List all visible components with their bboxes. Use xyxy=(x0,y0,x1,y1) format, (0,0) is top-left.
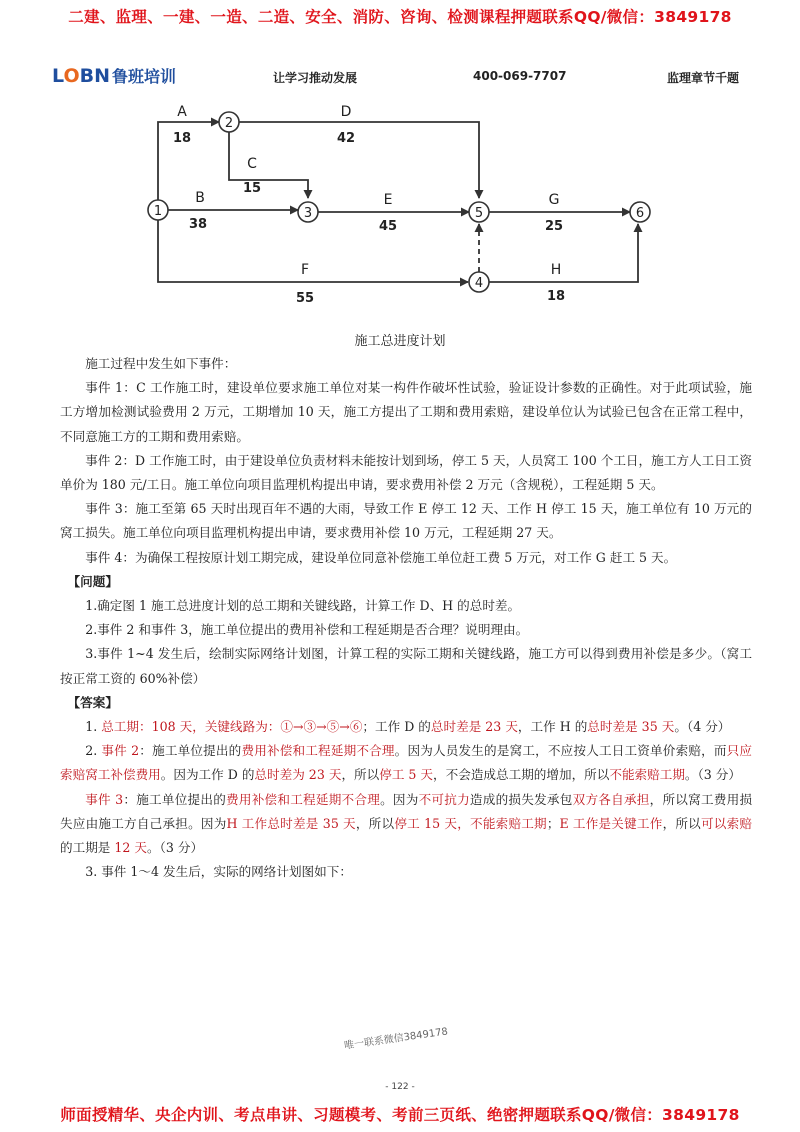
activity-a-name: A xyxy=(177,104,187,120)
answer-3-intro: 3. 事件 1～4 发生后，实际的网络计划图如下： xyxy=(85,864,352,880)
header-book-title: 监理章节千题 xyxy=(667,71,740,85)
activity-h-duration: 18 xyxy=(546,289,566,304)
activity-e-duration: 45 xyxy=(378,219,398,234)
events-intro: 施工过程中发生如下事件： xyxy=(85,356,237,371)
answer-2-event-2: 2. 事件 2：施工单位提出的费用补偿和工程延期不合理。因为人员发生的是窝工，不应按人工日工资单价索赔，而只应索赔窝工补偿费用。因为工作 D 的总时差为 23 天，所以停工 5 天，不会造成总工期的增加，所以不能索赔工期。（3 分） xyxy=(60,743,753,783)
event-4-text: 事件 4：为确保工程按原计划工期完成，建设单位同意补偿施工单位赶工费 5 万元，对工作 G 赶工 5 天。 xyxy=(85,549,677,565)
questions-heading: 【问题】 xyxy=(67,573,118,589)
brand-logo xyxy=(52,66,176,87)
activity-d-duration: 42 xyxy=(336,131,356,146)
node-label-3: 3 xyxy=(303,206,313,221)
bottom-banner: 师面授精华、央企内训、考点串讲、习题模考、考前三页纸、绝密押题联系QQ/微信：3849178 xyxy=(60,1106,740,1124)
activity-d-name: D xyxy=(340,104,352,120)
activity-c-duration: 15 xyxy=(242,181,262,196)
network-diagram xyxy=(140,100,660,325)
event-2-text: 事件 2：D 工作施工时，由于建设单位负责材料未能按计划到场，停工 5 天，人员窝工 100 个工日，施工方人工日工资单价为 180 元/工日。施工单位向项目监理机构提出申请，要求费用补偿 2 万元（含规税），工程延期 5 天。 xyxy=(60,452,752,493)
activity-f-duration: 55 xyxy=(295,291,315,306)
answers-heading: 【答案】 xyxy=(67,694,118,710)
question-3: 3.事件 1~4 发生后，绘制实际网络计划图，计算工程的实际工期和关键线路，施工方可以得到费用补偿是多少。（窝工按正常工资的 60%补偿） xyxy=(60,646,752,686)
activity-e-name: E xyxy=(383,192,393,208)
activity-a-duration: 18 xyxy=(172,131,192,146)
arrow-c xyxy=(229,132,308,198)
node-label-2: 2 xyxy=(224,116,234,131)
diagram-caption: 施工总进度计划 xyxy=(354,334,446,349)
logo-letter-l: L xyxy=(52,65,64,87)
logo-letter-o: O xyxy=(63,65,80,87)
event-1-text: 事件 1：C 工作施工时，建设单位要求施工单位对某一构件作破坏性试验，验证设计参数的正确性。对于此项试验，施工方增加检测试验费用 2 万元，工期增加 10 天，施工方提出了工期和费用索赔，建设单位认为试验已包含在正常工程中，不同意施工方的工期和费用索赔。 xyxy=(60,380,752,444)
top-banner: 二建、监理、一建、一造、二造、安全、消防、咨询、检测课程押题联系QQ/微信：3849178 xyxy=(68,8,732,26)
page-number: - 122 - xyxy=(385,1082,415,1092)
document-body xyxy=(60,352,752,884)
question-2: 2.事件 2 和事件 3，施工单位提出的费用补偿和工程延期是否合理？说明理由。 xyxy=(85,622,529,638)
event-3-text: 事件 3：施工至第 65 天时出现百年不遇的大雨，导致工作 E 停工 12 天、工作 H 停工 15 天，施工单位有 10 万元的窝工损失。施工单位向项目监理机构提出申请，要求费用补偿 10 万元，工程延期 27 天。 xyxy=(60,501,752,541)
activity-g-name: G xyxy=(548,192,560,208)
page-header xyxy=(0,66,800,88)
node-label-4: 4 xyxy=(474,276,484,291)
arrow-h xyxy=(489,224,638,282)
activity-b-duration: 38 xyxy=(188,217,208,232)
answer-2-event-3: 事件 3：施工单位提出的费用补偿和工程延期不合理。因为不可抗力造成的损失发承包双方各自承担，所以窝工费用损失应由施工方自己承担。因为H 工作总时差是 35 天，所以停工 15 天，不能索赔工期；E 工作是关键工作，所以可以索赔的工期是 12 天。（3 分） xyxy=(60,791,753,856)
arrow-d xyxy=(238,122,479,198)
activity-h-name: H xyxy=(550,262,562,278)
activity-f-name: F xyxy=(300,262,310,278)
activity-b-name: B xyxy=(195,190,205,206)
header-phone: 400-069-7707 xyxy=(473,69,567,83)
header-slogan: 让学习推动发展 xyxy=(273,71,358,85)
answer-1: 1. 总工期：108 天，关键线路为：①→③→⑤→⑥；工作 D 的总时差是 23 天，工作 H 的总时差是 35 天。（4 分） xyxy=(85,719,731,735)
logo-chinese-name: 鲁班培训 xyxy=(111,67,176,86)
node-label-5: 5 xyxy=(474,206,484,221)
activity-c-name: C xyxy=(247,156,257,172)
contact-watermark: 唯一联系微信3849178 xyxy=(343,1026,449,1052)
logo-letters-bn: BN xyxy=(79,65,110,87)
node-label-6: 6 xyxy=(635,206,645,221)
activity-g-duration: 25 xyxy=(544,219,564,234)
question-1: 1.确定图 1 施工总进度计划的总工期和关键线路，计算工作 D、H 的总时差。 xyxy=(85,598,521,614)
node-label-1: 1 xyxy=(153,204,163,219)
